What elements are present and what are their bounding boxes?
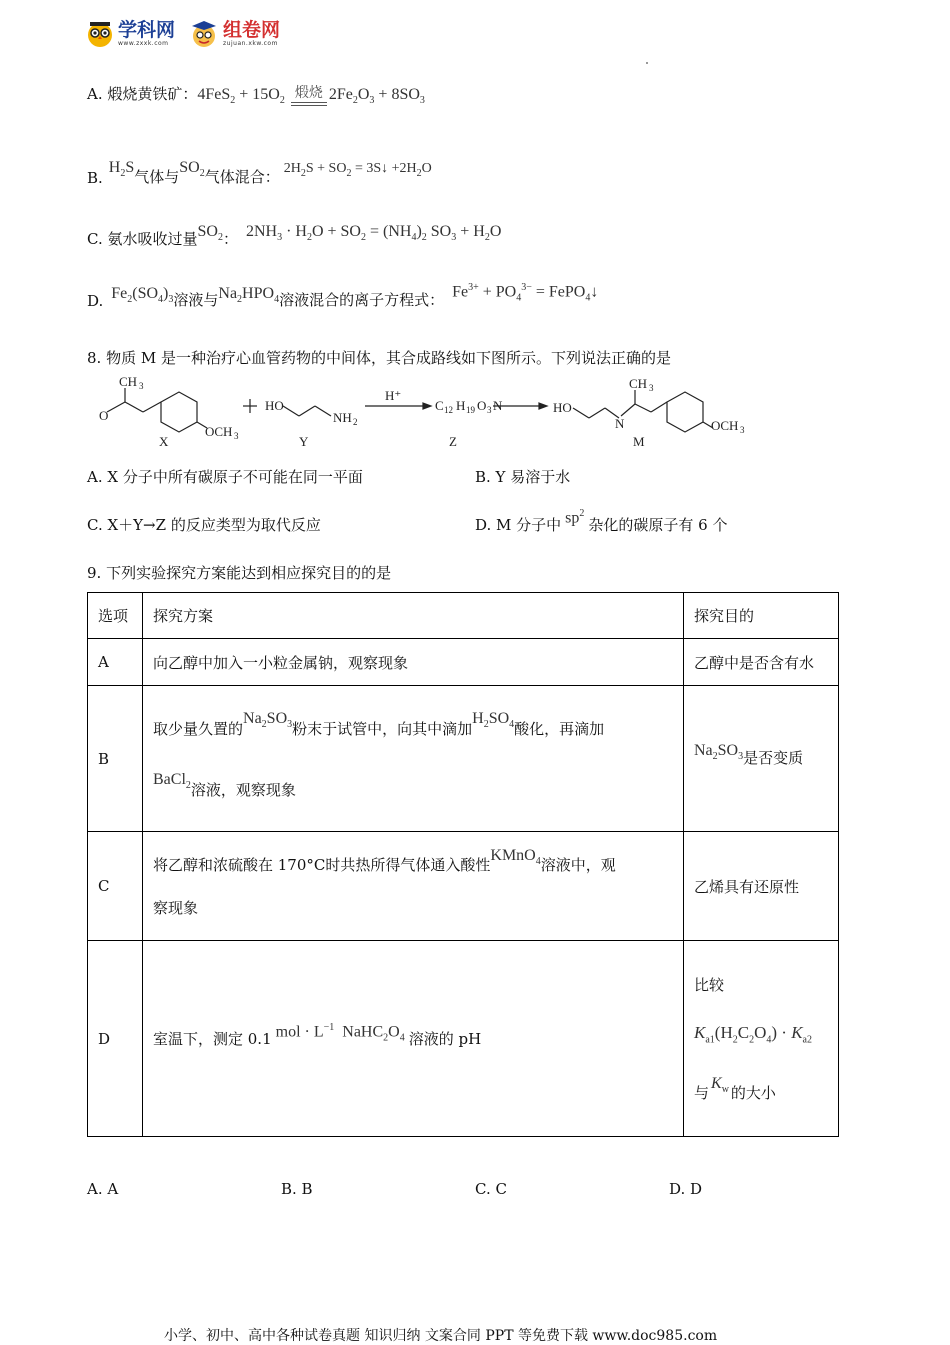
zujuan-url: zujuan.xkw.com (223, 40, 278, 47)
svg-text:O: O (477, 398, 487, 413)
table-row: D 室温下，测定 0.1 mol · $L^{-1}$ $NaHC_2O_4$ 溶液的 pH 比较 $K_{a1}(H_2C_2O_4) \cdot K_{a2}$ 与 $K_w$ 的大小 (88, 941, 839, 1137)
table-row: B 取少量久置的 $Na_2SO_3$ 粉末于试管中，向其中滴加 $H_2SO_4$ 酸化，再滴加 BaCl$_2$ 溶液，观察现象 $Na_2SO_3$是否变质 (88, 686, 839, 832)
footer-text: 小学、初中、高中各种试卷真题 知识归纳 文案合同 PPT 等免费下载 www.doc985.com (164, 1328, 718, 1344)
table-row: A 向乙醇中加入一小粒金属钠，观察现象 乙醇中是否含有水 (88, 639, 839, 686)
svg-text:C: C (435, 398, 444, 413)
zujuan-brand: 组卷网 (223, 19, 281, 41)
q8-option-a: A. X 分子中所有碳原子不可能在同一平面 (87, 468, 363, 486)
student-icon (189, 19, 219, 49)
label-x: X (159, 434, 169, 449)
svg-text:3: 3 (139, 381, 144, 391)
svg-text:N: N (493, 398, 503, 413)
answer-d: D. D (669, 1180, 703, 1198)
header-goal: 探究目的 (684, 593, 839, 639)
experiment-table (87, 592, 839, 1137)
svg-text:NH: NH (333, 410, 352, 425)
q7-option-c: C. 氨水吸收过量 $SO_2$ ： $2NH_3 \cdot H_2O + SO_2 = (NH_4)_2$ $SO_3 + H_2O$ (87, 222, 502, 248)
svg-text:3: 3 (487, 405, 492, 415)
svg-text:CH: CH (629, 376, 648, 391)
svg-text:OCH: OCH (205, 424, 233, 439)
q7-option-b: B. $H_2S$ 气体与 $SO_2$ 气体混合： $2H_2S + SO_2$ = 3S↓ $+2H_2O$ (87, 158, 432, 187)
q9-answers (87, 1180, 863, 1198)
q8-option-d: D. M 分子中 $sp^2$ 杂化的碳原子有 6 个 (475, 507, 728, 534)
answer-c: C. C (475, 1180, 507, 1198)
svg-text:O: O (99, 408, 109, 423)
answer-b: B. B (281, 1180, 313, 1198)
table-row: C 将乙醇和浓硫酸在 170°C时共热所得气体通入酸性 KMnO$_4$ 溶液中，观 察现象 乙烯具有还原性 (88, 832, 839, 941)
equation-b: $2H_2S + SO_2$ = 3S↓ $+2H_2O$ (283, 161, 432, 179)
q8-option-c: C. X＋Y→Z 的反应类型为取代反应 (87, 516, 321, 534)
label-m: M (633, 434, 645, 449)
svg-text:H: H (456, 398, 466, 413)
svg-text:3: 3 (740, 425, 745, 435)
q8-options-row-1 (87, 466, 863, 487)
q7-option-a: A. 煅烧黄铁矿： $4FeS_2 + 15O_2$ 煅烧 $2Fe_2O_3 + 8SO_3$ (87, 82, 425, 106)
svg-text:3: 3 (649, 383, 654, 393)
zxxk-brand: 学科网 (118, 19, 176, 41)
owl-icon (86, 20, 114, 48)
equation-a: $4FeS_2 + 15O_2$ 煅烧 $2Fe_2O_3 + 8SO_3$ (197, 85, 425, 106)
header-logos (86, 14, 280, 54)
header-plan: 探究方案 (143, 593, 684, 639)
svg-text:19: 19 (466, 405, 475, 415)
svg-text:2: 2 (353, 417, 358, 427)
q7-option-d: D. $Fe_2(SO_4)_3$ 溶液与 $Na_2HPO_4$ 溶液混合的离子方程式： $Fe^{3+} + PO_4^{3-}$ = FePO$_4$↓ (87, 282, 599, 310)
q8-options-row-2 (87, 504, 863, 535)
zxxk-logo (86, 20, 175, 48)
header-option: 选项 (88, 593, 143, 639)
svg-text:CH: CH (119, 376, 138, 389)
svg-text:N: N (615, 416, 625, 431)
label-y: Y (299, 434, 309, 449)
zujuan-logo (189, 19, 280, 49)
svg-text:HO: HO (553, 400, 572, 415)
label-z: Z (449, 434, 457, 449)
equation-c: $2NH_3 \cdot H_2O + SO_2 = (NH_4)_2$ $SO_3 + H_2O$ (245, 222, 502, 243)
synthesis-route-diagram (95, 376, 775, 454)
speck (646, 62, 648, 64)
equation-d: $Fe^{3+} + PO_4^{3-}$ = FePO$_4$↓ (452, 282, 599, 304)
zxxk-url: www.zxxk.com (118, 40, 169, 47)
catalyst-label: H⁺ (385, 388, 402, 403)
q8-option-b: B. Y 易溶于水 (475, 468, 571, 486)
q8-stem: 8. 物质 M 是一种治疗心血管药物的中间体，其合成路线如下图所示。下列说法正确的是 (87, 349, 671, 367)
svg-text:3: 3 (234, 431, 239, 441)
answer-a: A. A (87, 1180, 119, 1198)
q9-stem: 9. 下列实验探究方案能达到相应探究目的的是 (87, 564, 392, 582)
svg-text:12: 12 (444, 405, 453, 415)
svg-text:OCH: OCH (711, 418, 739, 433)
svg-text:HO: HO (265, 398, 284, 413)
table-header-row (88, 593, 839, 639)
